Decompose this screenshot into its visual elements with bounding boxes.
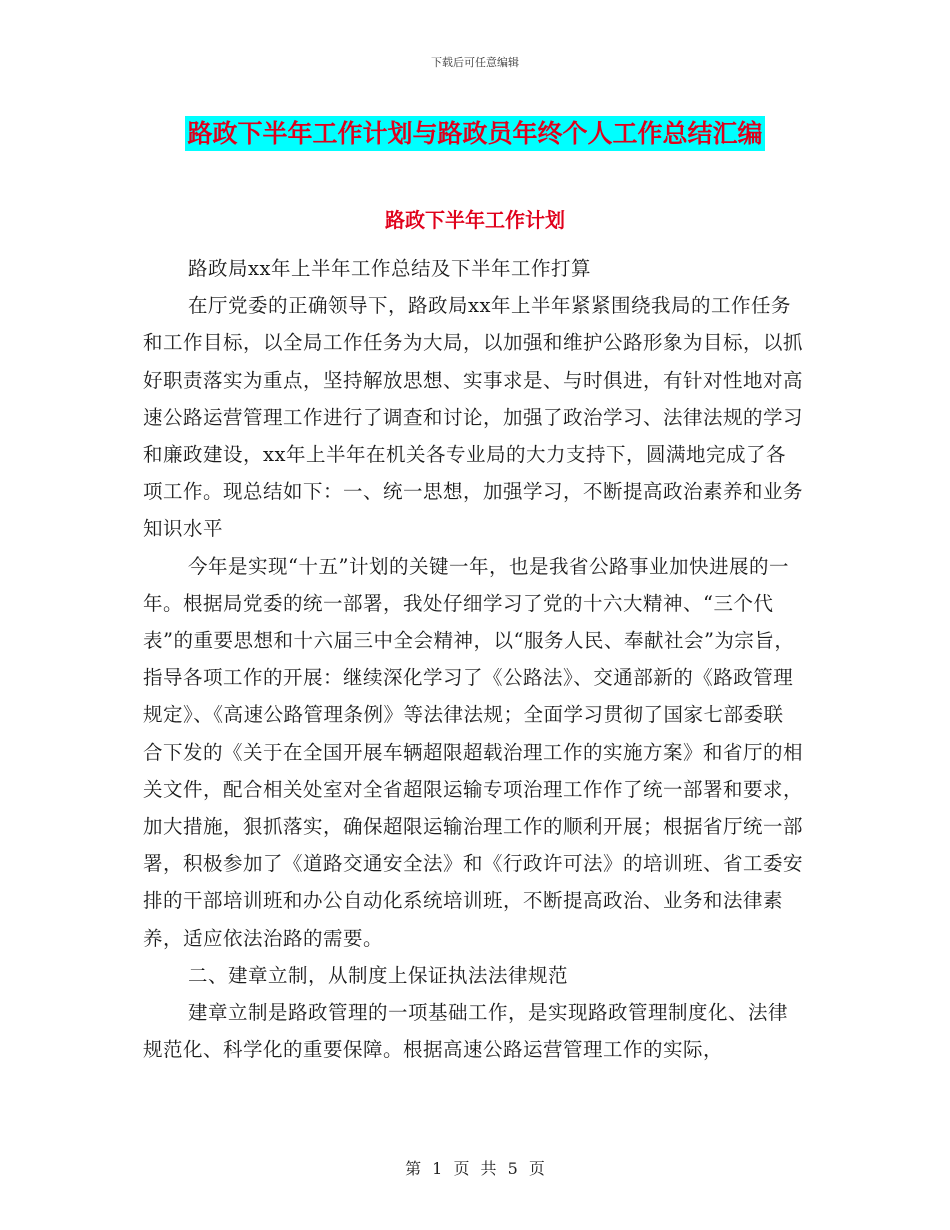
body-paragraph: 在厅党委的正确领导下，路政局xx年上半年紧紧围绕我局的工作任务和工作目标，以全局工作任务为大局，以加强和维护公路形象为目标，以抓好职责落实为重点，坚持解放思想、实事求是、与时俱进，有针对性地对高速公路运营管理工作进行了调查和讨论，加强了政治学习、法律法规的学习和廉政建设，xx年上半年在机关各专业局的大力支持下，圆满地完成了各项工作。现总结如下：一、统一思想，加强学习，不断提高政治素养和业务知识水平 <box>143 294 804 541</box>
document-title-block <box>0 114 950 150</box>
body-paragraph: 建章立制是路政管理的一项基础工作，是实现路政管理制度化、法律规范化、科学化的重要保障。根据高速公路运营管理工作的实际， <box>143 1001 789 1062</box>
body-paragraph: 今年是实现“十五”计划的关键一年，也是我省公路事业加快进展的一年。根据局党委的统一部署，我处仔细学习了党的十六大精神、“三个代表”的重要思想和十六届三中全会精神，以“服务人民、奉献社会”为宗旨，指导各项工作的开展：继续深化学习了《公路法》、交通部新的《路政管理规定》、《高速公路管理条例》等法律法规；全面学习贯彻了国家七部委联合下发的《关于在全国开展车辆超限超载治理工作的实施方案》和省厅的相关文件，配合相关处室对全省超限运输专项治理工作作了统一部署和要求，加大措施，狠抓落实，确保超限运输治理工作的顺利开展；根据省厅统一部署，积极参加了《道路交通安全法》和《行政许可法》的培训班、省工委安排的干部培训班和办公自动化系统培训班，不断提高政治、业务和法律素养，适应依法治路的需要。 <box>143 554 804 950</box>
body-paragraph: 二、建章立制，从制度上保证执法法律规范 <box>188 963 569 987</box>
section-title: 路政下半年工作计划 <box>385 208 565 232</box>
document-body <box>143 250 803 1068</box>
page-header-note: 下载后可任意编辑 <box>431 56 519 69</box>
document-title: 路政下半年工作计划与路政员年终个人工作总结汇编 <box>185 116 764 151</box>
page-number-footer: 第 1 页 共 5 页 <box>405 1159 545 1178</box>
body-paragraph: 路政局xx年上半年工作总结及下半年工作打算 <box>188 257 591 280</box>
